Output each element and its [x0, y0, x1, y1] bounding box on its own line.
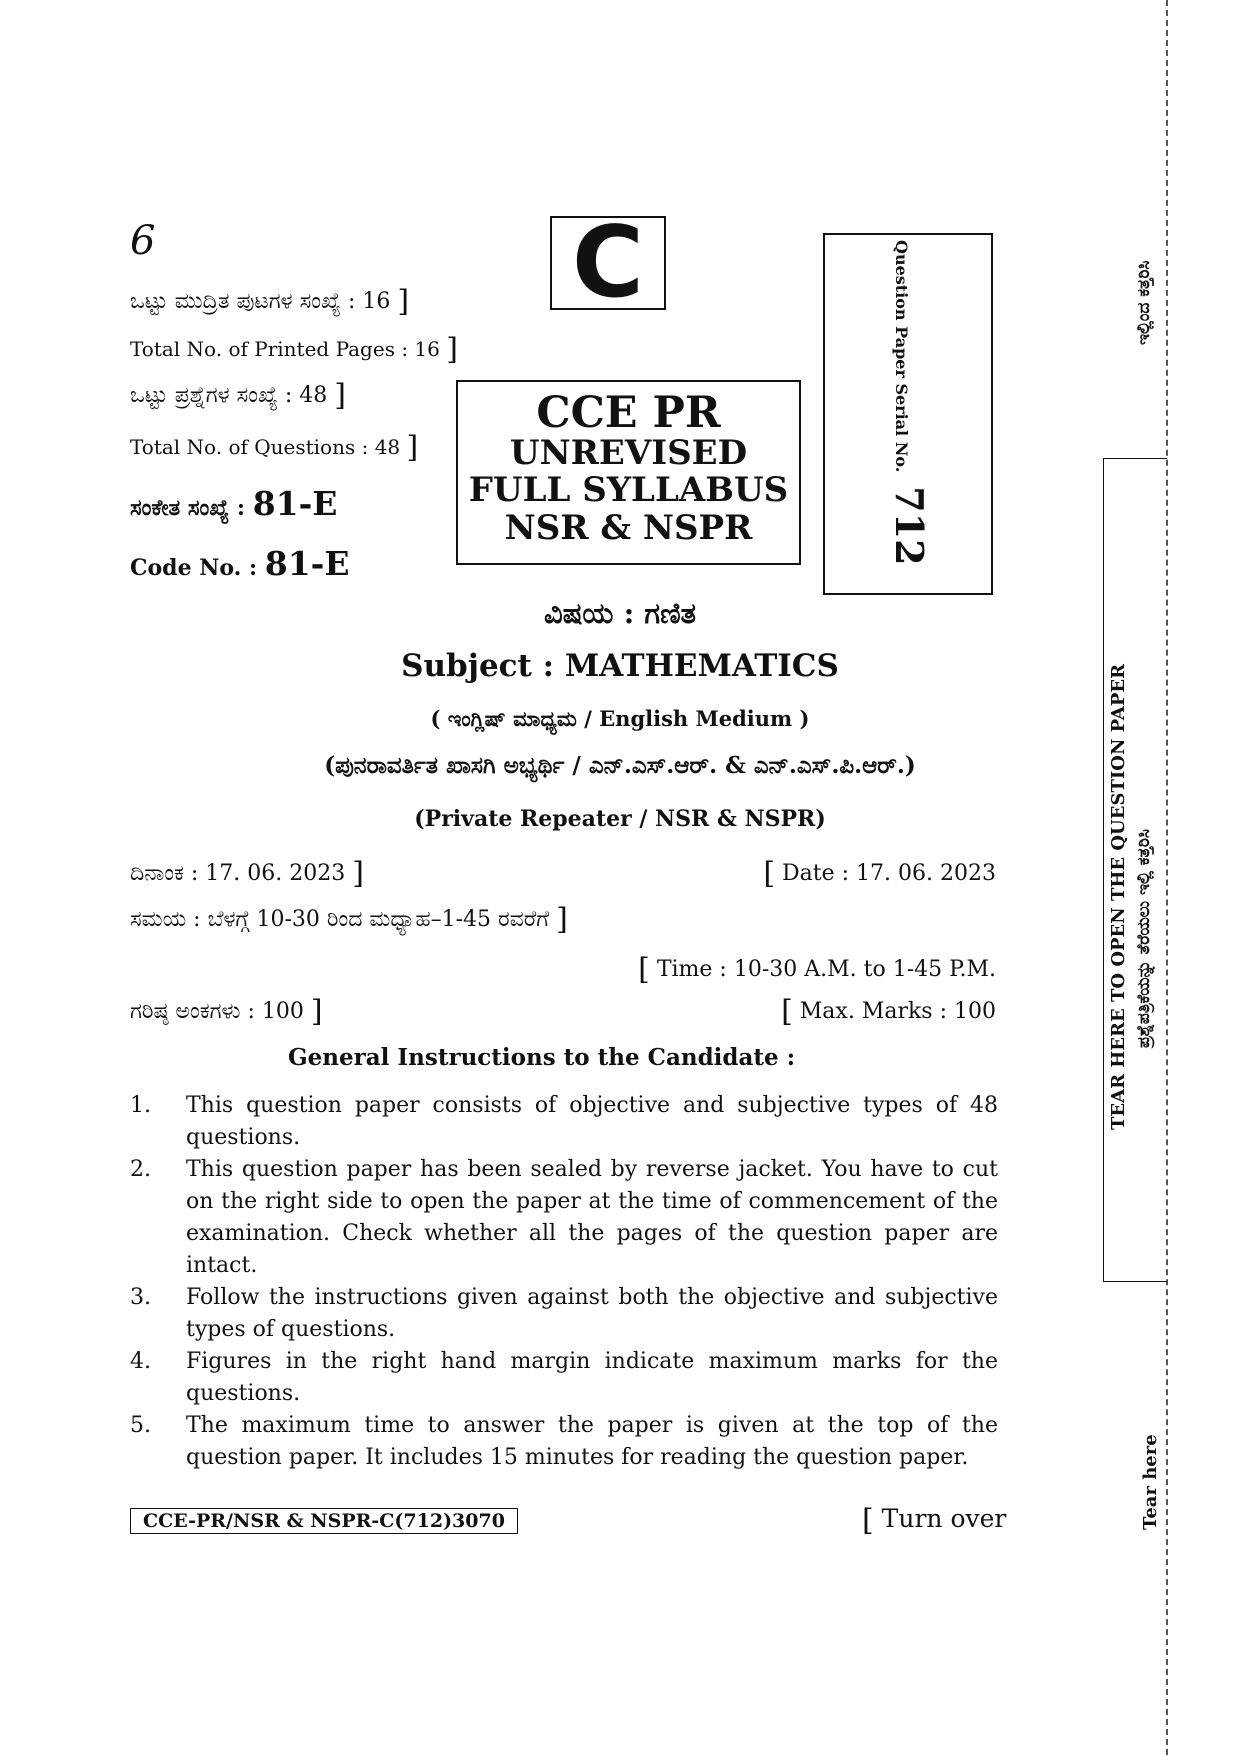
date-english-text: Date : 17. 06. 2023 [782, 861, 996, 886]
serial-number-label: Question Paper Serial No. [892, 240, 911, 473]
paper-code-footer: CCE-PR/NSR & NSPR-C(712)3070 [130, 1508, 518, 1534]
subject-english: Subject : MATHEMATICS [401, 648, 839, 684]
code-english-label: Code No. : [130, 555, 258, 581]
instruction-text: Follow the instructions given against both the objective and subjective types of questions. [186, 1285, 998, 1342]
candidate-type-english: (Private Repeater / NSR & NSPR) [414, 806, 826, 832]
tear-here-instruction-english: TEAR HERE TO OPEN THE QUESTION PAPER [1108, 663, 1129, 1130]
date-kannada: ದಿನಾಂಕ : 17. 06. 2023 ] [130, 856, 364, 891]
tear-here-label: Tear here [1140, 1434, 1161, 1530]
instruction-number: 4. [130, 1349, 151, 1374]
instruction-item [130, 1346, 998, 1410]
instruction-item [130, 1154, 998, 1282]
instruction-item [130, 1410, 998, 1474]
candidate-type-kannada: (ಪುನರಾವರ್ತಿತ ಖಾಸಗಿ ಅಭ್ಯರ್ಥಿ / ಎನ್.ಎಸ್.ಆರ್. & ಎನ್.ಎಸ್.ಪಿ.ಆರ್.) [324, 752, 916, 779]
max-marks-kannada-text: ಗರಿಷ್ಠ ಅಂಕಗಳು : 100 [130, 999, 304, 1024]
time-english-text: Time : 10-30 A.M. to 1-45 P.M. [656, 957, 996, 982]
time-kannada: ಸಮಯ : ಬೆಳಗ್ಗೆ 10-30 ರಿಂದ ಮಧ್ಯಾಹ–1-45 ರವರೆಗೆ ] [130, 902, 568, 937]
instruction-text: This question paper has been sealed by reverse jacket. You have to cut on the right side to open the paper at the time of commencement of the examination. Check whether all the pages of the question paper are intact. [186, 1157, 998, 1278]
exam-type-line-2: UNREVISED [509, 433, 748, 473]
instruction-number: 3. [130, 1285, 151, 1310]
max-marks-english-text: Max. Marks : 100 [799, 999, 996, 1024]
printed-pages-kannada: ಒಟ್ಟು ಮುದ್ರಿತ ಪುಟಗಳ ಸಂಖ್ಯೆ : 16 ] [130, 284, 410, 319]
questions-count-kannada: ಒಟ್ಟು ಪ್ರಶ್ನೆಗಳ ಸಂಖ್ಯೆ : 48 ] [130, 378, 347, 413]
exam-type-line-1: CCE PR [536, 388, 721, 438]
instruction-item [130, 1090, 998, 1154]
instruction-text: The maximum time to answer the paper is given at the top of the question paper. It includes 15 minutes for reading the question paper. [186, 1413, 998, 1470]
exam-type-line-4: NSR & NSPR [504, 507, 753, 548]
date-kannada-text: ದಿನಾಂಕ : 17. 06. 2023 [130, 861, 346, 886]
cut-here-kannada: ಇಲ್ಲಿಂದ ಕತ್ತರಿಸಿ [1134, 260, 1154, 345]
time-kannada-text: ಸಮಯ : ಬೆಳಗ್ಗೆ 10-30 ರಿಂದ ಮಧ್ಯಾಹ–1-45 ರವರೆಗೆ [130, 907, 550, 932]
questions-count-kannada-text: ಒಟ್ಟು ಪ್ರಶ್ನೆಗಳ ಸಂಖ್ಯೆ : 48 [130, 383, 328, 408]
instruction-item [130, 1282, 998, 1346]
exam-type-line-3: FULL SYLLABUS [468, 470, 789, 511]
questions-count-english-text: Total No. of Questions : 48 [130, 435, 401, 459]
instruction-text: Figures in the right hand margin indicate maximum marks for the questions. [186, 1349, 998, 1406]
instruction-number: 5. [130, 1413, 151, 1438]
turn-over-text: Turn over [881, 1504, 1007, 1533]
printed-pages-english: Total No. of Printed Pages : 16 ] [130, 332, 458, 367]
instruction-text: This question paper consists of objective and subjective types of 48 questions. [186, 1093, 998, 1150]
series-letter-box: C [550, 216, 666, 310]
instruction-number: 2. [130, 1157, 151, 1182]
printed-pages-english-text: Total No. of Printed Pages : 16 [130, 337, 440, 361]
serial-number-value: 712 [887, 486, 932, 566]
medium-line: ( ಇಂಗ್ಲಿಷ್ ಮಾಧ್ಯಮ / English Medium ) [430, 706, 810, 731]
code-english-value: 81-E [264, 544, 350, 583]
time-english: [ Time : 10-30 A.M. to 1-45 P.M. [638, 952, 996, 987]
tear-here-instruction-kannada: ಪ್ರಶ್ನೆಪತ್ರಿಕೆಯನ್ನು ತೆರೆಯಲು ಇಲ್ಲಿ ಕತ್ತರಿಸಿ [1134, 829, 1154, 1048]
max-marks-kannada: ಗರಿಷ್ಠ ಅಂಕಗಳು : 100 ] [130, 994, 323, 1029]
exam-type-box [456, 380, 801, 565]
copy-number: 6 [130, 218, 156, 264]
date-english: [ Date : 17. 06. 2023 [763, 856, 996, 891]
max-marks-english: [ Max. Marks : 100 [781, 994, 996, 1029]
instruction-number: 1. [130, 1093, 151, 1118]
printed-pages-kannada-text: ಒಟ್ಟು ಮುದ್ರಿತ ಪುಟಗಳ ಸಂಖ್ಯೆ : 16 [130, 289, 391, 314]
code-number-kannada [130, 484, 337, 523]
turn-over: [ Turn over [862, 1503, 1007, 1538]
subject-kannada: ವಿಷಯ : ಗಣಿತ [544, 596, 696, 630]
instructions-heading: General Instructions to the Candidate : [288, 1044, 796, 1071]
code-kannada-value: 81-E [252, 484, 338, 523]
questions-count-english: Total No. of Questions : 48 ] [130, 430, 419, 465]
code-number-english [130, 544, 350, 583]
code-kannada-label: ಸಂಕೇತ ಸಂಖ್ಯೆ : [130, 495, 246, 521]
